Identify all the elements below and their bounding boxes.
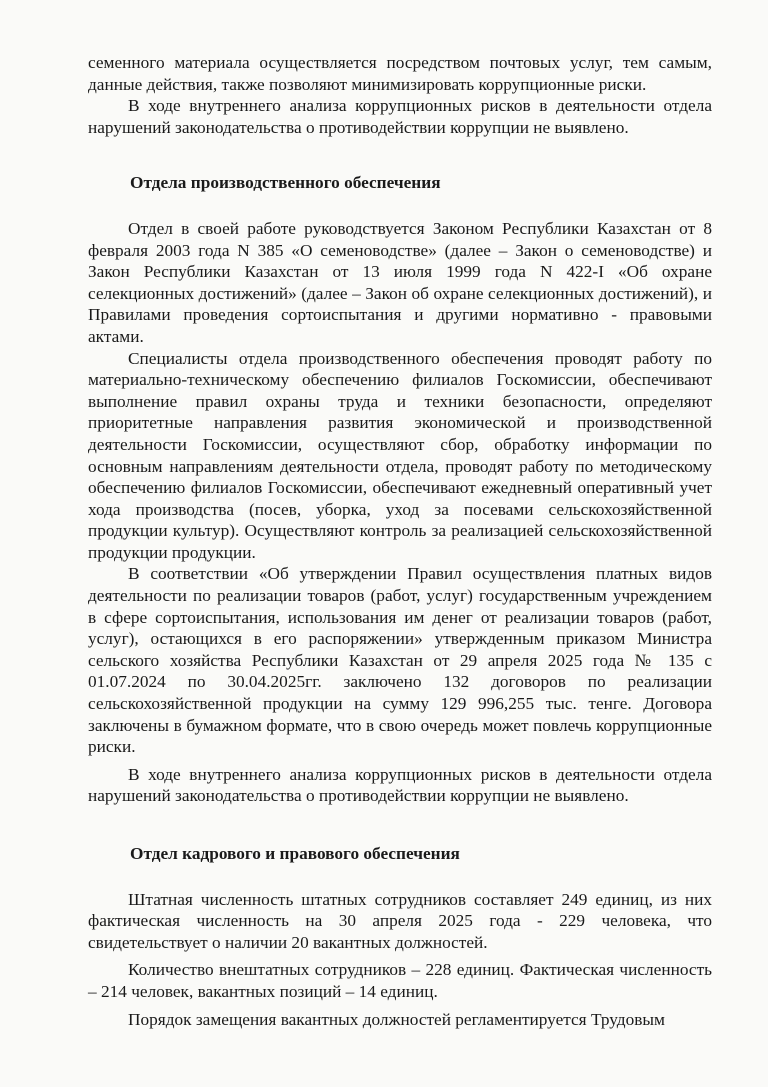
section-heading-production: Отдела производственного обеспечения [130, 173, 441, 193]
paragraph-freelance-staff: Количество внештатных сотрудников – 228 единиц. Фактическая численность – 214 человек, вакантных позиций – 14 единиц. [88, 960, 712, 1001]
paragraph-seed-material: семенного материала осуществляется посредством почтовых услуг, тем самым, данные действия, также позволяют минимизировать коррупционные риски. [88, 53, 712, 94]
section-heading-hr-legal: Отдел кадрового и правового обеспечения [130, 844, 460, 863]
paragraph-staff-count: Штатная численность штатных сотрудников составляет 249 единиц, из них фактическая численность на 30 апреля 2025 года - 229 человека, что свидетельствует о наличии 20 вакантных должностей. [88, 889, 712, 952]
paragraph-vacancy-procedure: Порядок замещения вакантных должностей регламентируется Трудовым [128, 1009, 665, 1029]
paragraph-analysis-result: В ходе внутреннего анализа коррупционных рисков в деятельности отдела нарушений законодательства о противодействии коррупции не выявлено. [88, 96, 712, 137]
paragraph-analysis-result-production: В ходе внутреннего анализа коррупционных рисков в деятельности отдела нарушений законодательства о противодействии коррупции не выявлено. [88, 764, 712, 806]
paragraph-specialists-duties: Специалисты отдела производственного обеспечения проводят работу по материально-техническому обеспечению филиалов Госкомиссии, обеспечивают выполнение правил охраны труда и техники безопасности, определяют приоритетные направления развития экономической и производственной деятельности Госкомиссии, осуществляют сбор, обработку информации по основным направлениям деятельности отдела, проводят работу по методическому обеспечению филиалов Госкомиссии, обеспечивают ежедневный оперативный учет хода производства (посев, уборка, уход за посевами сельскохозяйственной продукции культур). Осуществляют контроль за реализацией сельскохозяйственной продукции продукции. [88, 348, 712, 562]
paragraph-paid-services: В соответствии «Об утверждении Правил осуществления платных видов деятельности по реализации товаров (работ, услуг) государственным учреждением в сфере сортоиспытания, использования им денег от реализации товаров (работ, услуг), остающихся в его распоряжении» утвержденным приказом Министра сельского хозяйства Республики Казахстан от 29 апреля 2025 года № 135 с 01.07.2024 по 30.04.2025гг. заключено 132 договоров по реализации сельскохозяйственной продукции на сумму 129 996,255 тыс. тенге. Договора заключены в бумажном формате, что в свою очередь может повлечь коррупционные риски. [88, 564, 712, 757]
paragraph-legal-basis: Отдел в своей работе руководствуется Законом Республики Казахстан от 8 февраля 2003 года N 385 «О семеноводстве» (далее – Закон о семеноводстве) и Закон Республики Казахстан от 13 июля 1999 года N 422-I «Об охране селекционных достижений» (далее – Закон об охране селекционных достижений), и Правилами проведения сортоиспытания и другими нормативно - правовыми актами. [88, 218, 712, 346]
